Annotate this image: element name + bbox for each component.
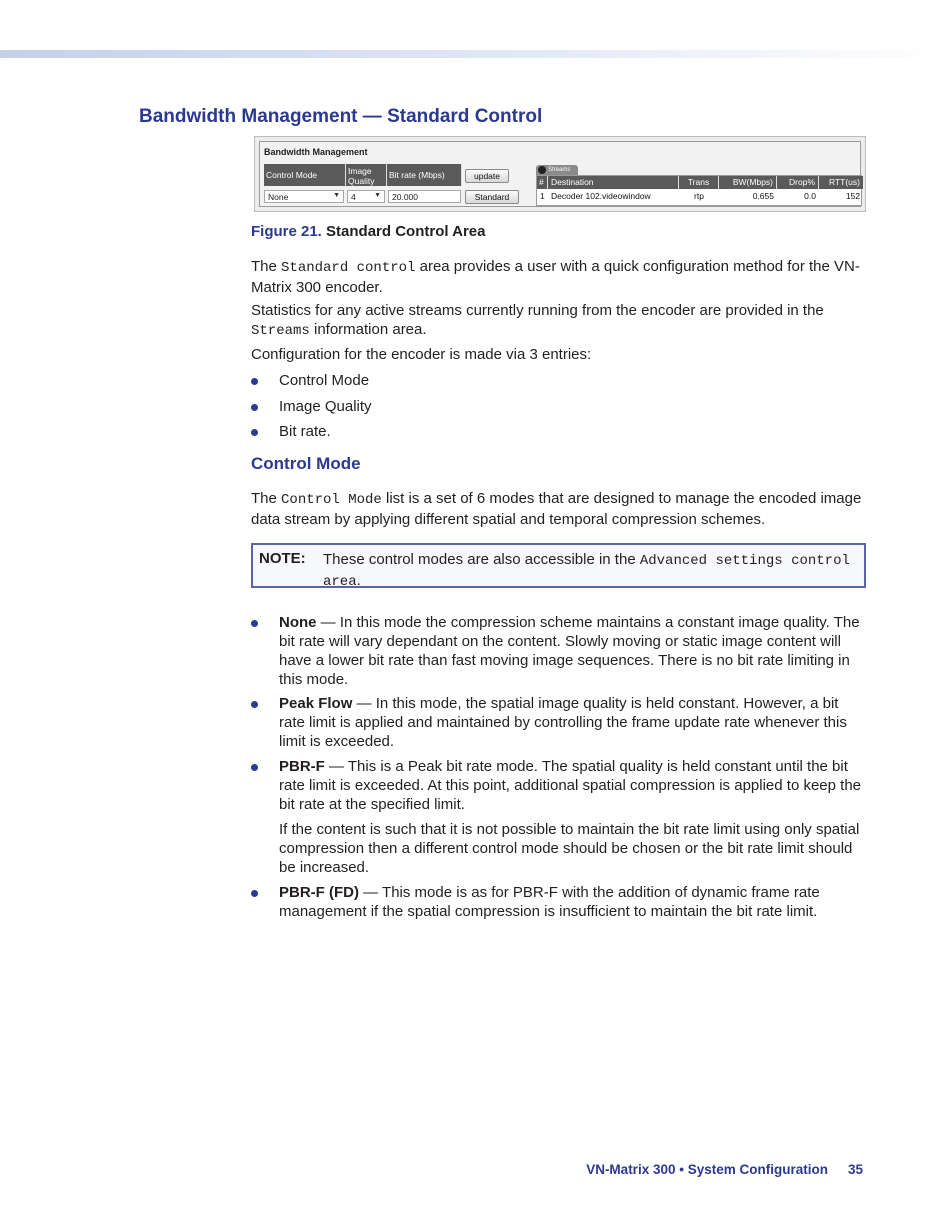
- figure-title: Standard Control Area: [326, 223, 486, 240]
- col-header: Destination: [548, 176, 679, 189]
- panel-title: Bandwidth Management: [264, 147, 368, 157]
- paragraph-pbr-f-extra: If the content is such that it is not possible to maintain the bit rate limit using only spatial compression then a different control mode should be chosen or the bit rate limit should be increased.: [279, 821, 860, 876]
- bullet-icon: [251, 404, 258, 411]
- table-cell: Decoder 102.videowindow: [551, 191, 651, 201]
- control-mode-select[interactable]: [264, 190, 344, 203]
- control-mode-value: None: [268, 192, 289, 202]
- figure-number: Figure 21.: [251, 223, 322, 240]
- bit-rate-input[interactable]: 20.000: [388, 190, 461, 203]
- paragraph-control-mode: The Control Mode list is a set of 6 modes that are designed to manage the encoded image data stream by applying different spatial and temporal compression schemes.: [251, 490, 862, 528]
- bullet-icon: [251, 764, 258, 771]
- dropdown-arrow-icon: ▼: [333, 192, 340, 199]
- col-header: BW(Mbps): [719, 176, 777, 189]
- paragraph-standard-control: The Standard control area provides a user with a quick configuration method for the VN-Matrix 300 encoder.: [251, 258, 860, 296]
- note-box: [251, 543, 866, 588]
- table-cell: 1: [540, 191, 545, 201]
- collapse-icon: [538, 166, 546, 174]
- bullet-icon: [251, 890, 258, 897]
- table-cell: 152: [845, 191, 860, 201]
- note-label: NOTE:: [259, 550, 306, 567]
- image-quality-value: 4: [351, 192, 356, 202]
- col-header: Drop%: [777, 176, 819, 189]
- bullet-icon: [251, 429, 258, 436]
- image-quality-header: Image Quality: [346, 164, 387, 186]
- dropdown-arrow-icon: ▼: [374, 192, 381, 199]
- bit-rate-header: Bit rate (Mbps): [387, 164, 462, 186]
- standard-control-figure: [254, 136, 866, 212]
- subheading-control-mode: Control Mode: [251, 454, 361, 473]
- table-cell: 0.655: [752, 191, 774, 201]
- bullet-icon: [251, 620, 258, 627]
- bullet-icon: [251, 378, 258, 385]
- section-heading: Bandwidth Management — Standard Control: [139, 106, 543, 127]
- footer-title: VN-Matrix 300 • System Configuration: [586, 1162, 828, 1177]
- note-text: These control modes are also accessible in the Advanced settings control area.: [323, 551, 850, 590]
- col-header: #: [537, 176, 548, 189]
- streams-table: [536, 175, 862, 206]
- bandwidth-management-panel: [259, 141, 861, 207]
- image-quality-select[interactable]: [347, 190, 385, 203]
- control-mode-header: Control Mode: [264, 164, 346, 186]
- col-header: RTT(us): [819, 176, 863, 189]
- table-cell: rtp: [694, 191, 704, 201]
- header-bar: [0, 50, 950, 58]
- paragraph-statistics: Statistics for any active streams currently running from the encoder are provided in the Streams information area.: [251, 302, 824, 339]
- streams-tab-label: Streams: [548, 167, 571, 173]
- standard-button[interactable]: Standard: [465, 190, 519, 204]
- update-button[interactable]: update: [465, 169, 509, 183]
- figure-caption: [251, 223, 486, 240]
- col-header: Trans: [679, 176, 719, 189]
- page-footer: [586, 1162, 863, 1177]
- streams-tab[interactable]: [536, 165, 578, 175]
- table-cell: 0.0: [804, 191, 816, 201]
- bullet-icon: [251, 701, 258, 708]
- paragraph-configuration: Configuration for the encoder is made via 3 entries:: [251, 346, 592, 363]
- page-number: 35: [847, 1162, 863, 1177]
